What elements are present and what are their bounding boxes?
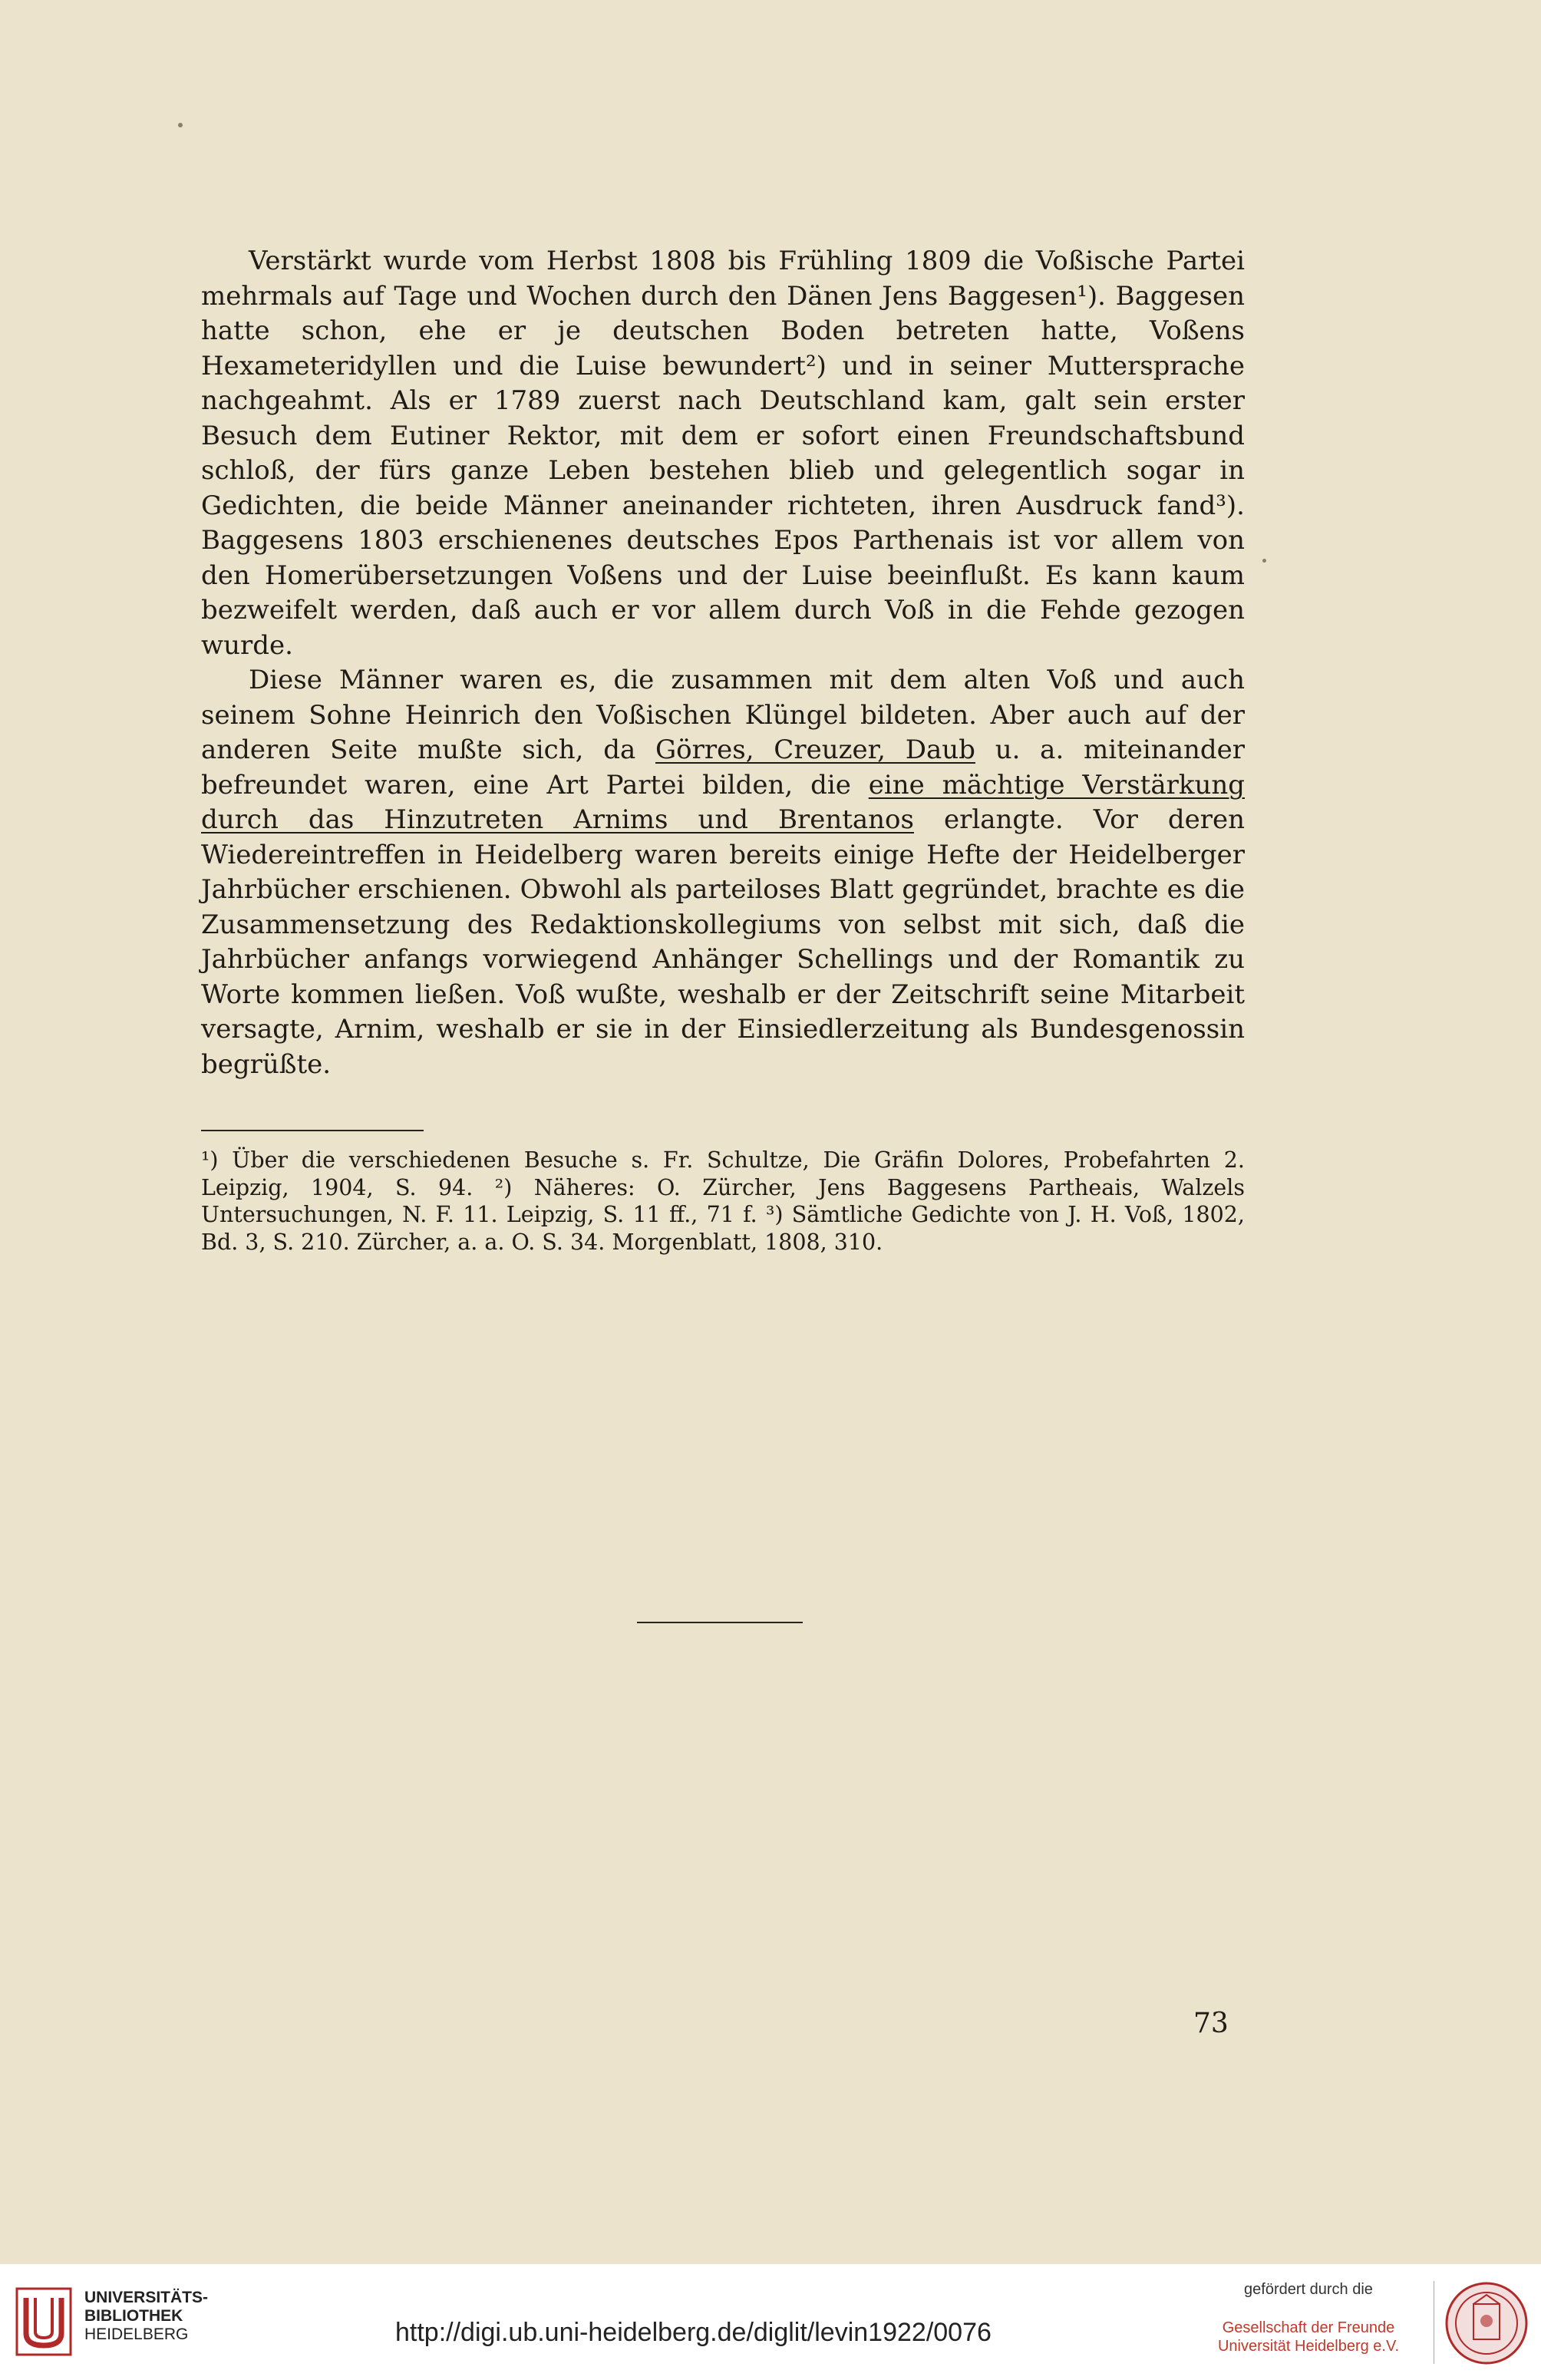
- scan-speck: [178, 123, 183, 127]
- library-name: [84, 2289, 208, 2344]
- sponsor-label: gefördert durch die: [1244, 2281, 1373, 2298]
- scan-speck: [1262, 559, 1266, 563]
- footnote-rule: [201, 1130, 424, 1131]
- sponsor-name: Universität Heidelberg e.V.: [1217, 2338, 1400, 2355]
- paragraph: [201, 663, 1245, 1082]
- paragraph: Verstärkt wurde vom Herbst 1808 bis Frühling 1809 die Voßische Partei mehrmals auf Tage und Wochen durch den Dänen Jens Baggesen¹). Baggesen hatte schon, ehe er je deutschen Boden betreten hatte, Voßens Hexameteridyllen und die Luise bewundert²) und in seiner Muttersprache nachgeahmt. Als er 1789 zuerst nach Deutschland kam, galt sein erster Besuch dem Eutiner Rektor, mit dem er sofort einen Freundschaftsbund schloß, der fürs ganze Leben bestehen blieb und gelegentlich sogar in Gedichten, die beide Männer aneinander richteten, ihren Ausdruck fand³). Baggesens 1803 erschienenes deutsches Epos Parthenais ist vor allem von den Homerübersetzungen Voßens und der Luise beeinflußt. Es kann kaum bezweifelt werden, daß auch er vor allem durch Voß in die Fehde gezogen wurde.: [201, 246, 1245, 661]
- end-rule: [637, 1622, 803, 1623]
- footnotes: ¹) Über die verschiedenen Besuche s. Fr. Schultze, Die Gräfin Dolores, Probefahrten 2. Leipzig, 1904, S. 94. ²) Näheres: O. Zürcher, Jens Baggesens Partheais, Walzels Untersuchungen, N. F. 11. Leipzig, S. 11 ff., 71 f. ³) Sämtliche Gedichte von J. H. Voß, 1802, Bd. 3, S. 210. Zürcher, a. a. O. S. 34. Morgenblatt, 1808, 310.: [201, 1147, 1245, 1255]
- text-run: Diese Männer waren es, die zusammen mit dem alten Voß und auch seinem Sohne Heinrich den Voßischen Klüngel bildeten. Aber auch auf der anderen Seite mußte sich, da: [201, 665, 1245, 765]
- text-run: u. a. miteinander befreundet waren, eine Art Partei bilden, die: [201, 734, 1246, 800]
- ub-logo-icon: [15, 2287, 72, 2356]
- body-text: [201, 244, 1245, 1082]
- text-run: erlangte. Vor deren Wiedereintreffen in Heidelberg waren bereits einige Hefte der Heidelberger Jahrbücher erschienen. Obwohl als parteiloses Blatt gegründet, brachte es die Zusammensetzung des Redaktionskollegiums von selbst mit sich, daß die Jahrbücher anfangs vorwiegend Anhänger Schellings und der Romantik zu Worte kommen ließen. Voß wußte, weshalb er der Zeitschrift seine Mitarbeit versagte, Arnim, weshalb er sie in der Einsiedlerzeitung als Bundesgenossin begrüßte.: [201, 804, 1245, 1080]
- page-number: 73: [1193, 2008, 1229, 2039]
- sponsor-block: [1193, 2281, 1424, 2355]
- university-seal-icon: [1444, 2281, 1529, 2365]
- library-line: UNIVERSITÄTS-: [84, 2289, 209, 2306]
- underlined-names: Görres, Creuzer, Daub: [655, 734, 975, 765]
- sponsor-name: Gesellschaft der Freunde: [1222, 2319, 1395, 2336]
- library-line: HEIDELBERG: [84, 2326, 189, 2343]
- underlined-phrase: eine mächtige Verstärkung durch das Hinzutreten Arnims und Brentanos: [201, 769, 1245, 835]
- permalink[interactable]: http://digi.ub.uni-heidelberg.de/diglit/levin1922/0076: [395, 2318, 992, 2347]
- viewer-footer: [0, 2264, 1541, 2380]
- library-line: BIBLIOTHEK: [84, 2307, 183, 2325]
